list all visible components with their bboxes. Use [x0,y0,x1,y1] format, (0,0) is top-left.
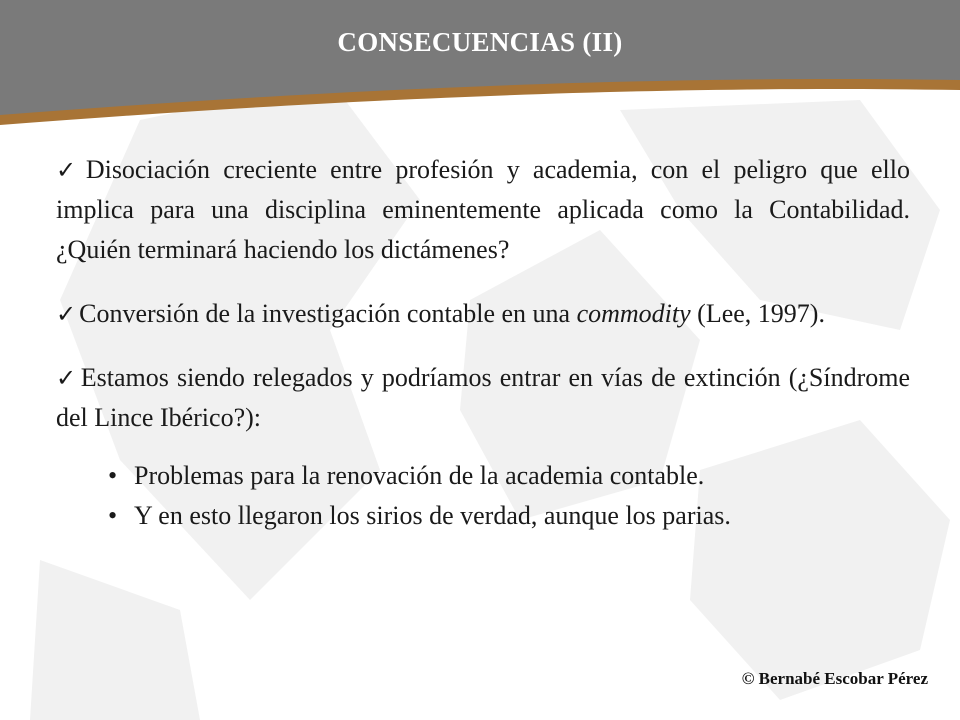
check-item-3 [56,358,910,438]
slide-title: CONSECUENCIAS (II) [337,27,623,57]
sub-item-2 [108,496,910,536]
slide-body [56,150,910,536]
sub-item-text: Problemas para la renovación de la academia contable. [134,461,705,490]
checkmark-icon: ✓ [56,156,83,184]
check-item-italic: commodity [576,299,691,328]
check-item-text-end: (Lee, 1997). [690,299,825,328]
check-item-text: Estamos siendo relegados y podríamos entrar en vías de extinción (¿Síndrome del Lince Ibérico?): [56,363,910,432]
sub-item-text: Y en esto llegaron los sirios de verdad, aunque los parias. [134,501,731,530]
sub-list [56,456,910,536]
check-item-2 [56,294,910,334]
bullet-icon: • [108,501,118,530]
sub-item-1 [108,456,910,496]
check-item-text: Conversión de la investigación contable en una [79,299,577,328]
header-band [0,0,960,130]
bullet-icon: • [108,461,118,490]
checkmark-icon: ✓ [56,300,77,328]
checkmark-icon: ✓ [56,364,78,392]
check-item-1 [56,150,910,270]
check-item-text: Disociación creciente entre profesión y academia, con el peligro que ello implica para una disciplina eminentemente aplicada como la Contabilidad. ¿Quién terminará haciendo los dictámenes? [56,155,911,264]
copyright-notice: © Bernabé Escobar Pérez [741,669,928,688]
